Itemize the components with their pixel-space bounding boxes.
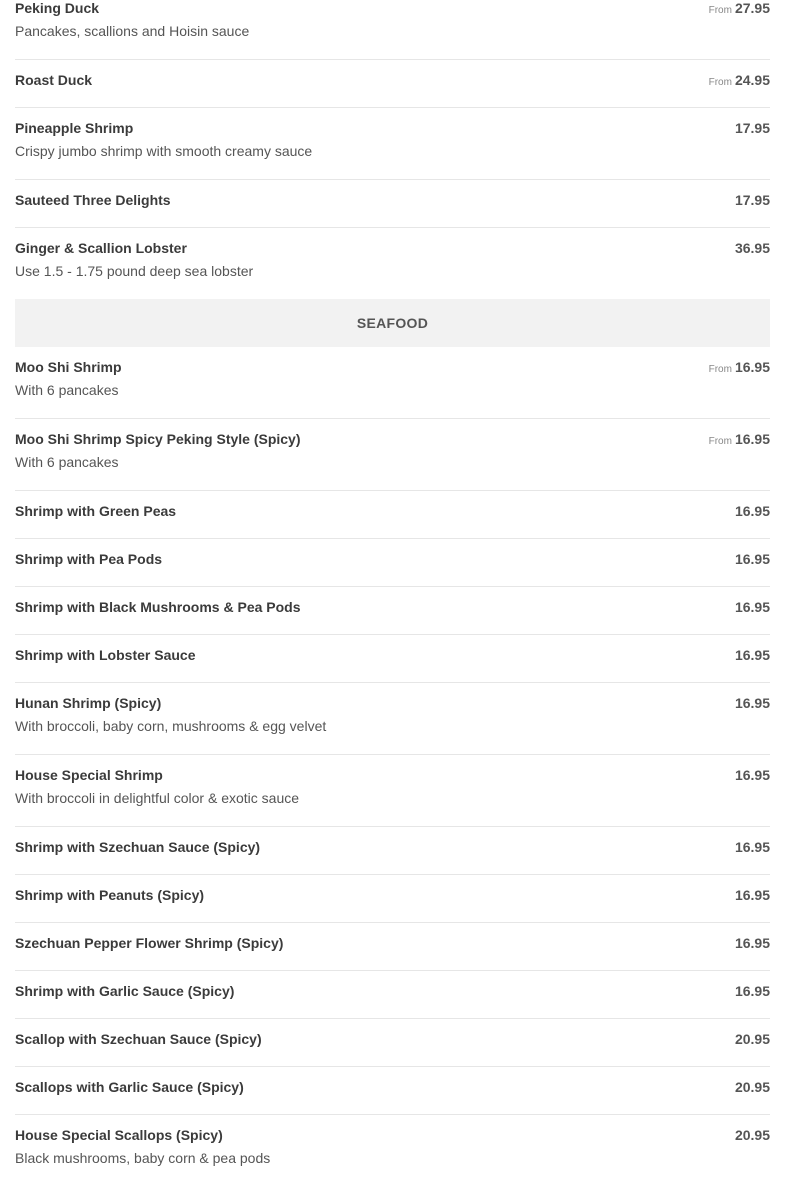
menu-item-price bbox=[735, 767, 770, 783]
menu-item[interactable] bbox=[15, 347, 770, 419]
menu-item-name: Ginger & Scallion Lobster bbox=[15, 240, 187, 256]
menu-item-price bbox=[709, 72, 770, 91]
menu-item-price bbox=[735, 503, 770, 519]
price-value: 16.95 bbox=[734, 431, 770, 447]
menu-item-price bbox=[735, 1127, 770, 1143]
menu-item[interactable] bbox=[15, 1067, 770, 1115]
price-value: 36.95 bbox=[734, 240, 770, 256]
menu-item-description: Use 1.5 - 1.75 pound deep sea lobster bbox=[15, 263, 254, 279]
price-value: 16.95 bbox=[734, 551, 770, 567]
price-value: 27.95 bbox=[734, 0, 770, 16]
menu-item-price bbox=[735, 935, 770, 951]
menu-item-description: With 6 pancakes bbox=[15, 454, 119, 470]
menu-item[interactable] bbox=[15, 491, 770, 539]
menu-item[interactable] bbox=[15, 60, 770, 108]
menu-item[interactable] bbox=[15, 827, 770, 875]
price-value: 16.95 bbox=[734, 359, 770, 375]
menu-item[interactable] bbox=[15, 875, 770, 923]
menu-item-price bbox=[735, 120, 770, 136]
menu-item-name: Shrimp with Szechuan Sauce (Spicy) bbox=[15, 839, 261, 855]
menu-item[interactable] bbox=[15, 180, 770, 228]
menu-item-price bbox=[735, 983, 770, 999]
menu-item-name: Peking Duck bbox=[15, 0, 100, 16]
menu-item-price bbox=[735, 839, 770, 855]
price-value: 20.95 bbox=[734, 1127, 770, 1143]
price-from-label: From bbox=[708, 436, 732, 447]
menu-item-name: Pineapple Shrimp bbox=[15, 120, 134, 136]
menu-item-price bbox=[735, 887, 770, 903]
price-value: 16.95 bbox=[734, 983, 770, 999]
menu-item-price bbox=[735, 647, 770, 663]
menu-item[interactable] bbox=[15, 635, 770, 683]
menu-item-description: Crispy jumbo shrimp with smooth creamy sauce bbox=[15, 143, 313, 159]
menu-item-name: House Special Scallops (Spicy) bbox=[15, 1127, 223, 1143]
price-value: 17.95 bbox=[734, 192, 770, 208]
menu-item[interactable] bbox=[15, 108, 770, 180]
menu-item-price bbox=[709, 431, 770, 450]
menu-item-price bbox=[735, 695, 770, 711]
price-value: 16.95 bbox=[734, 935, 770, 951]
menu-item-name: Scallop with Szechuan Sauce (Spicy) bbox=[15, 1031, 262, 1047]
menu-item-price bbox=[735, 192, 770, 208]
price-value: 20.95 bbox=[734, 1079, 770, 1095]
menu-item-description: With broccoli, baby corn, mushrooms & egg velvet bbox=[15, 718, 327, 734]
price-from-label: From bbox=[708, 5, 732, 16]
menu-item[interactable] bbox=[15, 587, 770, 635]
menu-item-name: Shrimp with Black Mushrooms & Pea Pods bbox=[15, 599, 301, 615]
price-value: 16.95 bbox=[734, 767, 770, 783]
menu-item-name: Shrimp with Peanuts (Spicy) bbox=[15, 887, 205, 903]
menu-item-description: With 6 pancakes bbox=[15, 382, 119, 398]
menu-group-top bbox=[15, 0, 770, 299]
menu-item-name: Shrimp with Lobster Sauce bbox=[15, 647, 196, 663]
price-value: 16.95 bbox=[734, 695, 770, 711]
menu-item-name: Shrimp with Garlic Sauce (Spicy) bbox=[15, 983, 235, 999]
menu-item-price bbox=[709, 0, 770, 19]
price-from-label: From bbox=[708, 77, 732, 88]
menu-item-name: Hunan Shrimp (Spicy) bbox=[15, 695, 162, 711]
menu-item-description: Pancakes, scallions and Hoisin sauce bbox=[15, 23, 250, 39]
menu-list bbox=[15, 0, 770, 1186]
price-value: 20.95 bbox=[734, 1031, 770, 1047]
menu-item[interactable] bbox=[15, 539, 770, 587]
menu-item[interactable] bbox=[15, 755, 770, 827]
menu-item[interactable] bbox=[15, 419, 770, 491]
menu-item-description: Black mushrooms, baby corn & pea pods bbox=[15, 1150, 271, 1166]
menu-item-price bbox=[735, 599, 770, 615]
menu-item-name: Moo Shi Shrimp Spicy Peking Style (Spicy) bbox=[15, 431, 301, 447]
menu-item-name: Shrimp with Pea Pods bbox=[15, 551, 163, 567]
section-header-seafood bbox=[15, 299, 770, 347]
menu-item-name: Roast Duck bbox=[15, 72, 93, 88]
price-value: 17.95 bbox=[734, 120, 770, 136]
menu-item[interactable] bbox=[15, 971, 770, 1019]
menu-item-name: Scallops with Garlic Sauce (Spicy) bbox=[15, 1079, 244, 1095]
menu-item[interactable] bbox=[15, 1115, 770, 1186]
price-value: 16.95 bbox=[734, 647, 770, 663]
price-value: 16.95 bbox=[734, 839, 770, 855]
price-from-label: From bbox=[708, 364, 732, 375]
menu-item-name: Szechuan Pepper Flower Shrimp (Spicy) bbox=[15, 935, 284, 951]
menu-item-price bbox=[735, 551, 770, 567]
price-value: 16.95 bbox=[734, 599, 770, 615]
menu-item[interactable] bbox=[15, 1019, 770, 1067]
section-title: SEAFOOD bbox=[356, 315, 429, 331]
menu-group-seafood bbox=[15, 347, 770, 1186]
price-value: 16.95 bbox=[734, 887, 770, 903]
menu-item-description: With broccoli in delightful color & exotic sauce bbox=[15, 790, 300, 806]
menu-item[interactable] bbox=[15, 683, 770, 755]
menu-item-name: House Special Shrimp bbox=[15, 767, 163, 783]
price-value: 24.95 bbox=[734, 72, 770, 88]
menu-item-name: Sauteed Three Delights bbox=[15, 192, 171, 208]
menu-item[interactable] bbox=[15, 923, 770, 971]
menu-item-price bbox=[709, 359, 770, 378]
menu-item-name: Shrimp with Green Peas bbox=[15, 503, 177, 519]
menu-item-price bbox=[735, 1079, 770, 1095]
menu-item-name: Moo Shi Shrimp bbox=[15, 359, 122, 375]
menu-item-price bbox=[735, 240, 770, 256]
menu-item[interactable] bbox=[15, 228, 770, 299]
menu-item-price bbox=[735, 1031, 770, 1047]
menu-item[interactable] bbox=[15, 0, 770, 60]
price-value: 16.95 bbox=[734, 503, 770, 519]
